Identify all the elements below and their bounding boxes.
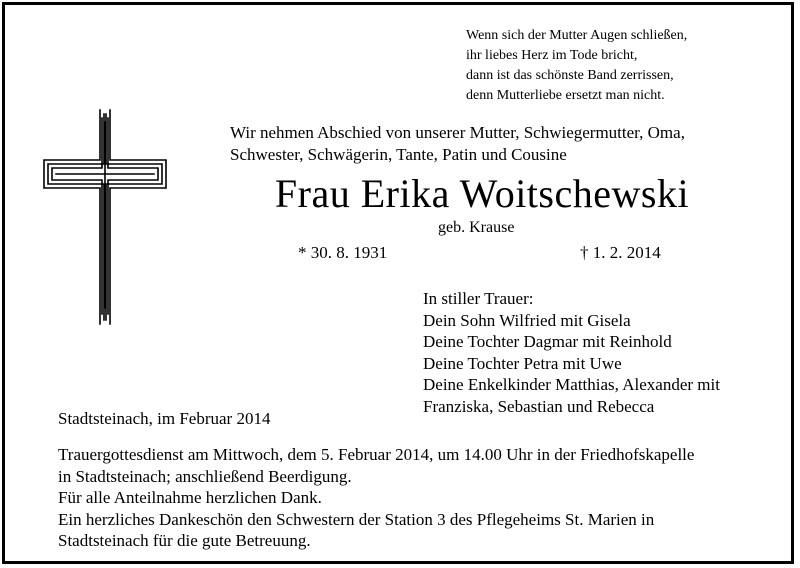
poem-line: ihr liebes Herz im Tode bricht,: [466, 48, 638, 63]
mourners-heading: In stiller Trauer:: [423, 289, 534, 308]
poem: [466, 26, 687, 106]
cross-icon: [42, 108, 168, 326]
poem-line: dann ist das schönste Band zerrissen,: [466, 68, 674, 83]
intro-text: [230, 122, 685, 166]
note-line: in Stadtsteinach; anschließend Beerdigung.: [58, 466, 352, 486]
mourner-line: Deine Tochter Dagmar mit Reinhold: [423, 332, 672, 351]
poem-line: Wenn sich der Mutter Augen schließen,: [466, 28, 688, 43]
poem-line: denn Mutterliebe ersetzt man nicht.: [466, 88, 665, 103]
birth-date: * 30. 8. 1931: [298, 243, 388, 262]
mourner-line: Dein Sohn Wilfried mit Gisela: [423, 310, 631, 330]
intro-line: Wir nehmen Abschied von unserer Mutter, Schwiegermutter, Oma,: [230, 123, 685, 142]
note-line: Trauergottesdienst am Mittwoch, dem 5. Februar 2014, um 14.00 Uhr in der Friedhofskapelle: [58, 445, 695, 464]
note-line: Ein herzliches Dankeschön den Schwestern der Station 3 des Pflegeheims St. Marien in: [58, 509, 655, 529]
note-line: Stadtsteinach für die gute Betreuung.: [58, 531, 311, 550]
mourner-line: Deine Enkelkinder Matthias, Alexander mit: [423, 375, 720, 394]
maiden-name: geb. Krause: [438, 219, 515, 236]
note-line: Für alle Anteilnahme herzlichen Dank.: [58, 488, 322, 507]
place-date: Stadtsteinach, im Februar 2014: [58, 409, 271, 428]
mourners-list: [423, 288, 720, 417]
intro-line: Schwester, Schwägerin, Tante, Patin und Cousine: [230, 145, 567, 164]
mourner-line: Deine Tochter Petra mit Uwe: [423, 353, 622, 373]
service-notes: [58, 444, 748, 552]
mourner-line: Franziska, Sebastian und Rebecca: [423, 396, 655, 416]
deceased-name: Frau Erika Woitschewski: [274, 171, 690, 216]
death-date: † 1. 2. 2014: [580, 243, 661, 262]
